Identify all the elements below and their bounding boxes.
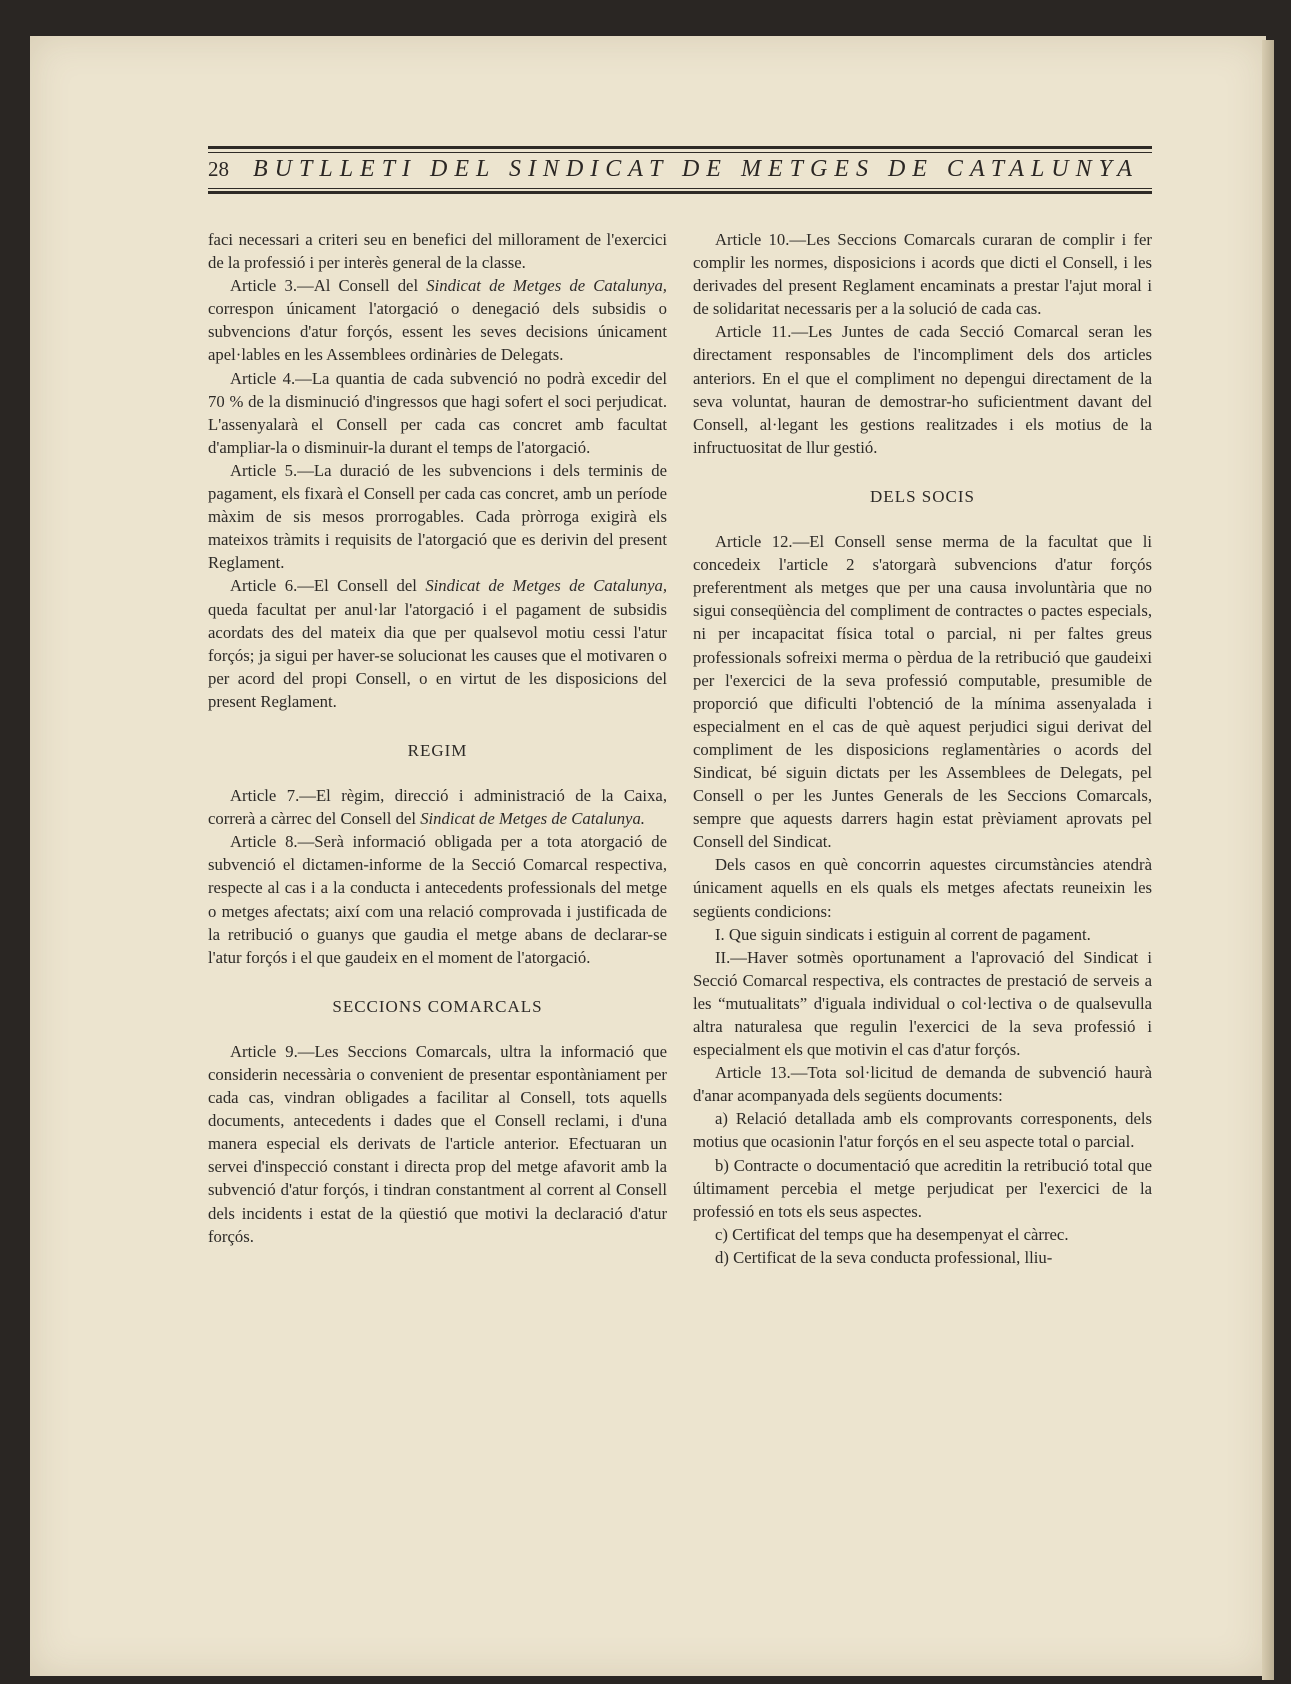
paragraph: I. Que siguin sindicats i estiguin al corrent de pagament.	[715, 924, 1091, 944]
paragraph: Article 12.—El Consell sense merma de la facultat que li concedeix l'article 2 s'atorgarà subvencions d'atur forçós preferentment als metges que per una causa involuntària que no sigui conseqüència del compliment de contractes o pactes especials, ni per incapacitat física total o parcial, ni per faltes greus professionals sofreixi merma o pèrdua de la retribució que gaudeixi per l'exercici de la seva professió computable, presumible de proporció que dificulti l'obtenció de la mínima assenyalada i especialment en el cas de què aquest perjudici sigui derivat del compliment de les disposicions reglamentàries o acords del Sindicat, bé siguin dictats per les Assemblees de Delegats, pel Consell o per les Juntes Generals de les Seccions Comarcals, sempre que aquests darrers hagin estat prèviament aprovats pel Consell del Sindicat.	[693, 532, 1152, 852]
paragraph: c) Certificat del temps que ha desempenyat el càrrec.	[715, 1224, 1069, 1244]
paragraph: b) Contracte o documentació que acreditin la retribució total que últimament percebia el metge perjudicat per l'exercici de la professió en tots els seus aspectes.	[693, 1155, 1152, 1221]
page-number: 28	[208, 156, 229, 181]
section-heading: DELS SOCIS	[870, 486, 975, 506]
header-rule-top-thin	[208, 152, 1152, 153]
paragraph-text: queda facultat per anul·lar l'atorgació i el pagament de subsidis acordats des del mateix dia que per qualsevol motiu cessi l'atur forçós; ja sigui per haver-se solucionat les causes que el motivaren o per acord del propi Consell, o en virtut de les disposicions del present Reglament.	[208, 599, 667, 711]
paragraph: Article 10.—Les Seccions Comarcals curaran de complir i fer complir les normes, disposicions i acords que dicti el Consell, i les derivades del present Reglament encaminats a prestar l'ajut moral i de solidaritat necessaris per a la solució de cada cas.	[693, 230, 1152, 319]
paragraph	[208, 784, 667, 830]
paragraph: Article 4.—La quantia de cada subvenció no podrà excedir del 70 % de la disminució d'ingressos que hagi sofert el soci perjudicat. L'assenyalarà el Consell per cada cas concret amb facultat d'ampliar-la o disminuir-la durant el temps de l'atorgació.	[208, 368, 667, 457]
section-heading: REGIM	[407, 740, 468, 760]
paragraph: II.—Haver sotmès oportunament a l'aprovació del Sindicat i Secció Comarcal respectiva, els contractes de prestació de serveis a les “mutualitats” d'iguala individual o col·lectiva o de qualsevulla altra naturalesa que regulin l'exercici de la seva professió i especialment els que motivin el cas d'atur forçós.	[693, 947, 1152, 1060]
left-column	[208, 228, 667, 1248]
right-column	[693, 228, 1152, 1269]
page-edge	[1262, 40, 1274, 1680]
paragraph: a) Relació detallada amb els comprovants corresponents, dels motius que ocasionin l'atur forçós en el seu aspecte total o parcial.	[693, 1109, 1152, 1152]
paragraph: d) Certificat de la seva conducta professional, lliu-	[715, 1247, 1053, 1267]
paragraph-text: Article 3.—Al Consell del	[230, 276, 427, 296]
paragraph: Article 9.—Les Seccions Comarcals, ultra la informació que considerin necessària o convenient de presentar espontàniament per cada cas, vindran obligades a facilitar al Consell, tots aquells documents, antecedents i dades que el Consell reclami, i d'una manera especial els derivats de l'article anterior. Efectuaran un servei d'inspecció constant i directa prop del metge afavorit amb la subvenció d'atur forçós, i tindran constantment al corrent al Consell dels incidents i estat de la qüestió que motivi la declaració d'atur forçós.	[208, 1041, 667, 1246]
paragraph-text: Article 7.—El règim, direcció i administració de la Caixa, correrà a càrrec del Consell del	[208, 786, 667, 829]
paragraph: Dels casos en què concorrin aquestes circumstàncies atendrà únicament aquells en els quals els metges afectats reuneixin les següents condicions:	[693, 855, 1152, 921]
paragraph: Article 5.—La duració de les subvencions i dels terminis de pagament, els fixarà el Consell per cada cas concret, amb un període màxim de sis mesos prorrogables. Cada pròrroga exigirà els mateixos tràmits i requisits de l'atorgació que es derivin del present Reglament.	[208, 460, 667, 573]
journal-title: BUTLLETI DEL SINDICAT DE METGES DE CATALUNYA	[253, 155, 1139, 182]
paragraph: Article 11.—Les Juntes de cada Secció Comarcal seran les directament responsables de l'incompliment dels dos articles anteriors. En el que el compliment no depengui directament de la seva voluntat, hauran de demostrar-ho suficientment davant del Consell, al·legant les gestions realitzades i els motius de la infructuositat de llur gestió.	[693, 322, 1152, 457]
italic-name: Sindicat de Metges de Catalunya,	[426, 276, 667, 296]
header-rule-bottom	[208, 191, 1152, 194]
running-header	[208, 154, 1152, 184]
paragraph: Article 13.—Tota sol·licitud de demanda de subvenció haurà d'anar acompanyada dels següents documents:	[693, 1063, 1152, 1106]
paragraph: Article 8.—Serà informació obligada per a tota atorgació de subvenció el dictamen-informe de la Secció Comarcal respectiva, respecte al cas i a la conducta i antecedents professionals del metge o metges afectats; així com una relació comprovada i justificada de la retribució o guanys que gaudia el metge abans de declarar-se l'atur forçós i el que gaudeix en el moment de l'atorgació.	[208, 832, 667, 967]
paragraph	[208, 274, 667, 366]
italic-name: Sindicat de Metges de Catalunya,	[425, 576, 667, 596]
paragraph-text: Article 6.—El Consell del	[230, 576, 426, 596]
paragraph: faci necessari a criteri seu en benefici del millorament de l'exercici de la professió i per interès general de la classe.	[208, 230, 667, 273]
section-heading: SECCIONS COMARCALS	[332, 996, 543, 1016]
header-rule-bottom-thin	[208, 188, 1152, 189]
paragraph-text: correspon únicament l'atorgació o denegació dels subsidis o subvencions d'atur forçós, essent les seves decisions únicament apel·lables en les Assemblees ordinàries de Delegats.	[208, 299, 667, 365]
paragraph	[208, 574, 667, 713]
italic-name: Sindicat de Metges de Catalunya.	[420, 809, 645, 829]
header-rule-top	[208, 146, 1152, 149]
